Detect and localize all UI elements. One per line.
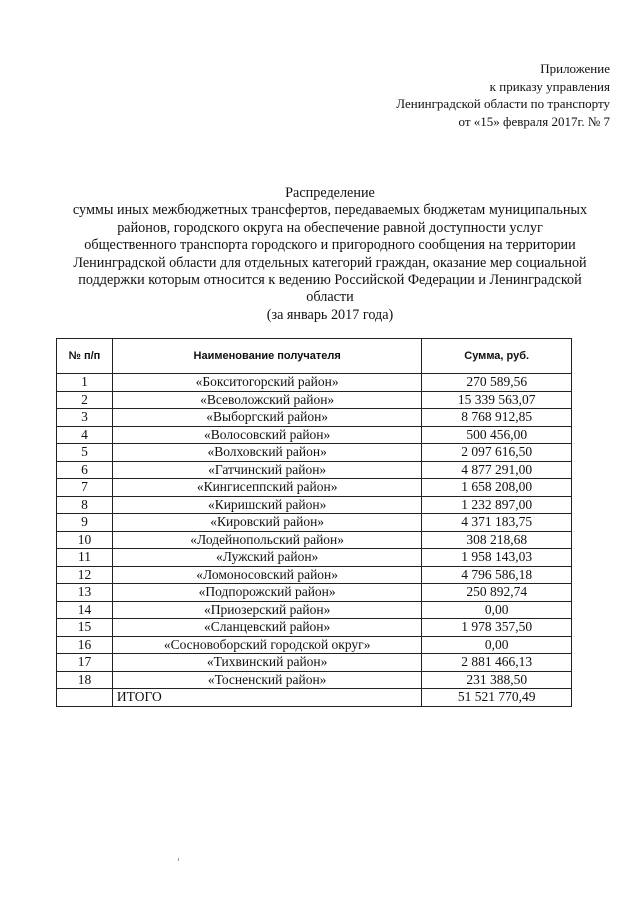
recipient-name: «Киришский район» bbox=[112, 496, 421, 514]
table-row bbox=[57, 409, 572, 427]
appendix-header bbox=[310, 60, 610, 130]
recipient-name: «Ломоносовский район» bbox=[112, 566, 421, 584]
order-ref-line: к приказу управления bbox=[489, 78, 610, 94]
table-row bbox=[57, 496, 572, 514]
title-line: Распределение bbox=[285, 185, 375, 201]
row-number: 3 bbox=[57, 409, 113, 427]
recipient-name: «Волосовский район» bbox=[112, 426, 421, 444]
row-number: 9 bbox=[57, 514, 113, 532]
amount: 1 232 897,00 bbox=[422, 496, 572, 514]
recipient-name: «Волховский район» bbox=[112, 444, 421, 462]
scan-mark bbox=[178, 858, 179, 861]
table-row bbox=[57, 444, 572, 462]
amount: 0,00 bbox=[422, 636, 572, 654]
row-number: 17 bbox=[57, 654, 113, 672]
row-number: 4 bbox=[57, 426, 113, 444]
amount: 1 978 357,50 bbox=[422, 619, 572, 637]
amount: 15 339 563,07 bbox=[422, 391, 572, 409]
amount: 1 958 143,03 bbox=[422, 549, 572, 567]
row-number: 12 bbox=[57, 566, 113, 584]
table-row bbox=[57, 671, 572, 689]
row-number: 1 bbox=[57, 374, 113, 392]
amount: 4 796 586,18 bbox=[422, 566, 572, 584]
table-row bbox=[57, 391, 572, 409]
total-label: ИТОГО bbox=[112, 689, 421, 707]
table-row bbox=[57, 531, 572, 549]
row-number: 10 bbox=[57, 531, 113, 549]
title-line: области bbox=[306, 289, 354, 306]
table-row bbox=[57, 566, 572, 584]
recipient-name: «Тихвинский район» bbox=[112, 654, 421, 672]
row-number: 15 bbox=[57, 619, 113, 637]
table-row bbox=[57, 461, 572, 479]
row-number: 14 bbox=[57, 601, 113, 619]
table-row bbox=[57, 619, 572, 637]
row-number: 13 bbox=[57, 584, 113, 602]
table-row bbox=[57, 426, 572, 444]
recipient-name: «Кингисеппский район» bbox=[112, 479, 421, 497]
order-date-line: от «15» февраля 2017г. № 7 bbox=[458, 113, 610, 129]
recipient-name: «Лодейнопольский район» bbox=[112, 531, 421, 549]
amount: 500 456,00 bbox=[422, 426, 572, 444]
amount: 4 371 183,75 bbox=[422, 514, 572, 532]
title-line: районов, городского округа на обеспечение равной доступности услуг bbox=[117, 219, 543, 236]
recipient-name: «Сосновоборский городской округ» bbox=[112, 636, 421, 654]
document-title bbox=[40, 185, 620, 324]
title-line: суммы иных межбюджетных трансфертов, передаваемых бюджетам муниципальных bbox=[72, 202, 588, 219]
table-row bbox=[57, 479, 572, 497]
amount: 0,00 bbox=[422, 601, 572, 619]
row-number: 18 bbox=[57, 671, 113, 689]
row-number: 2 bbox=[57, 391, 113, 409]
table-row bbox=[57, 374, 572, 392]
recipient-name: «Подпорожский район» bbox=[112, 584, 421, 602]
row-number: 11 bbox=[57, 549, 113, 567]
title-line: Ленинградской области для отдельных категорий граждан, оказание мер социальной bbox=[73, 254, 587, 271]
amount: 8 768 912,85 bbox=[422, 409, 572, 427]
table-row bbox=[57, 654, 572, 672]
recipient-name: «Лужский район» bbox=[112, 549, 421, 567]
appendix-line: Приложение bbox=[540, 61, 610, 76]
amount: 4 877 291,00 bbox=[422, 461, 572, 479]
col-header-number: № п/п bbox=[57, 339, 113, 374]
recipient-name: «Бокситогорский район» bbox=[112, 374, 421, 392]
recipient-name: «Приозерский район» bbox=[112, 601, 421, 619]
row-number: 5 bbox=[57, 444, 113, 462]
col-header-recipient: Наименование получателя bbox=[112, 339, 421, 374]
recipient-name: «Гатчинский район» bbox=[112, 461, 421, 479]
department-line: Ленинградской области по транспорту bbox=[396, 96, 610, 111]
row-number: 7 bbox=[57, 479, 113, 497]
table-row bbox=[57, 636, 572, 654]
amount: 2 097 616,50 bbox=[422, 444, 572, 462]
recipient-name: «Всеволожский район» bbox=[112, 391, 421, 409]
table-row bbox=[57, 601, 572, 619]
total-amount: 51 521 770,49 bbox=[422, 689, 572, 707]
period-line: (за январь 2017 года) bbox=[266, 306, 394, 323]
recipient-name: «Выборгский район» bbox=[112, 409, 421, 427]
row-number: 8 bbox=[57, 496, 113, 514]
recipient-name: «Сланцевский район» bbox=[112, 619, 421, 637]
row-number: 6 bbox=[57, 461, 113, 479]
recipient-name: «Тосненский район» bbox=[112, 671, 421, 689]
title-line: общественного транспорта городского и пригородного сообщения на территории bbox=[84, 237, 576, 254]
distribution-table bbox=[56, 338, 572, 707]
amount: 250 892,74 bbox=[422, 584, 572, 602]
table-header-row bbox=[57, 339, 572, 374]
amount: 231 388,50 bbox=[422, 671, 572, 689]
amount: 1 658 208,00 bbox=[422, 479, 572, 497]
amount: 2 881 466,13 bbox=[422, 654, 572, 672]
table-row bbox=[57, 514, 572, 532]
recipient-name: «Кировский район» bbox=[112, 514, 421, 532]
total-row bbox=[57, 689, 572, 707]
total-row-number-cell bbox=[57, 689, 113, 707]
table-row bbox=[57, 549, 572, 567]
table-row bbox=[57, 584, 572, 602]
amount: 308 218,68 bbox=[422, 531, 572, 549]
amount: 270 589,56 bbox=[422, 374, 572, 392]
row-number: 16 bbox=[57, 636, 113, 654]
title-line: поддержки которым относится к ведению Российской Федерации и Ленинградской bbox=[78, 272, 582, 289]
table-body bbox=[57, 374, 572, 707]
col-header-sum: Сумма, руб. bbox=[422, 339, 572, 374]
